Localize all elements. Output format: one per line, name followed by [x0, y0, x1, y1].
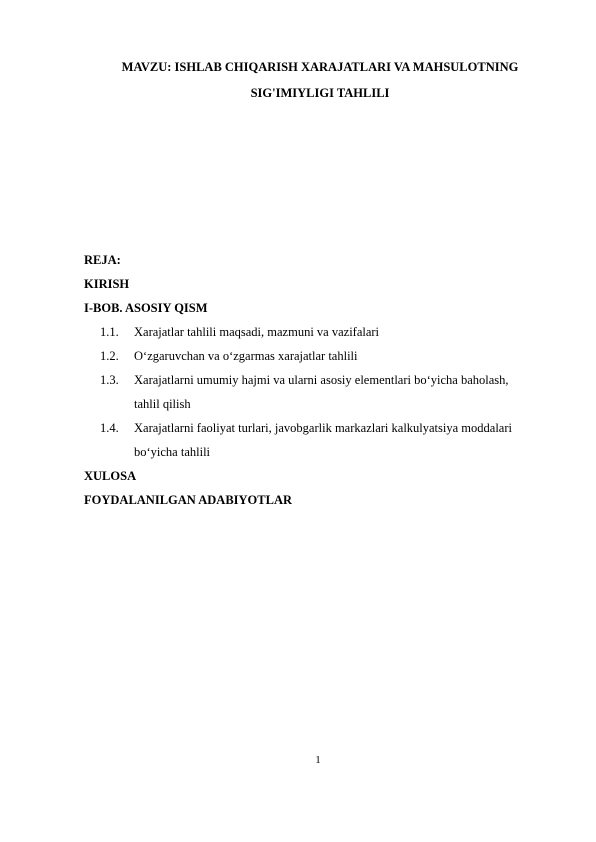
plan-heading: REJA:	[84, 253, 121, 267]
toc-item-number: 1.3.	[100, 373, 119, 387]
toc-chapter: I-BOB. ASOSIY QISM	[84, 301, 208, 315]
toc-item	[84, 320, 554, 344]
toc-item	[84, 416, 554, 464]
toc-item-text: Xarajatlar tahlili maqsadi, mazmuni va vazifalari	[134, 325, 380, 339]
toc-item-text: O‘zgaruvchan va o‘zgarmas xarajatlar tahlili	[134, 349, 358, 363]
toc-item-text: Xarajatlarni faoliyat turlari, javobgarlik markazlari kalkulyatsiya moddalari bo‘yicha tahlili	[134, 421, 512, 459]
toc-item	[84, 344, 554, 368]
toc-item	[84, 368, 554, 416]
toc-item-number: 1.2.	[100, 349, 119, 363]
toc-intro: KIRISH	[84, 277, 130, 291]
toc-item-number: 1.1.	[100, 325, 119, 339]
toc-conclusion: XULOSA	[84, 469, 137, 483]
page-number: 1	[315, 754, 321, 766]
title-line-1: MAVZU: ISHLAB CHIQARISH XARAJATLARI VA MAHSULOTNING	[121, 60, 519, 74]
toc-item-number: 1.4.	[100, 421, 119, 435]
table-of-contents	[84, 248, 554, 512]
document-title	[60, 54, 580, 106]
title-line-2: SIG'IMIYLIGI TAHLILI	[250, 86, 390, 100]
toc-references: FOYDALANILGAN ADABIYOTLAR	[84, 493, 293, 507]
toc-item-text: Xarajatlarni umumiy hajmi va ularni asosiy elementlari bo‘yicha baholash, tahlil qilish	[134, 373, 509, 411]
